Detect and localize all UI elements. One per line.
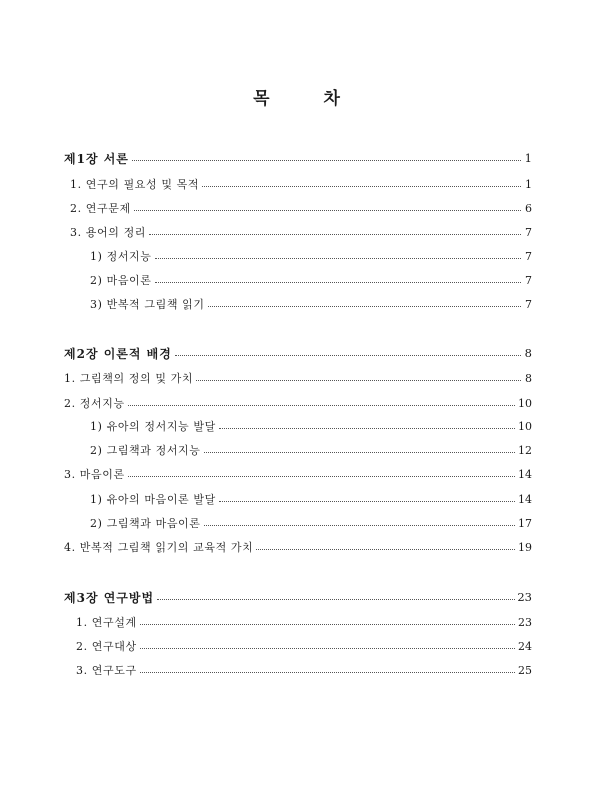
toc-page-number: 19 [518,540,532,554]
toc-page-number: 6 [525,201,532,215]
dot-leader [132,160,521,161]
toc-entry-label: 1) 유아의 정서지능 발달 [90,420,216,433]
toc-page-number: 8 [525,371,532,385]
toc-page-number: 10 [518,419,532,433]
dot-leader [202,186,521,187]
toc-page-number: 23 [518,615,532,629]
dot-leader [219,501,515,502]
dot-leader [175,355,521,356]
dot-leader [149,234,521,235]
dot-leader [134,210,521,211]
toc-entry-label: 3. 마음이론 [64,468,125,481]
toc-page-number: 7 [525,225,532,239]
toc-entry-label: 3. 용어의 정리 [70,226,147,239]
toc-page-number: 14 [518,467,532,481]
toc-page-number: 23 [517,590,532,604]
toc-page-number: 17 [518,516,532,530]
toc-subsection-2-2-2[interactable] [0,440,593,460]
toc-page-number: 7 [525,273,532,287]
toc-subsection-2-2-1[interactable] [0,416,593,436]
toc-page-number: 7 [525,297,532,311]
toc-entry-label: 1) 유아의 마음이론 발달 [90,493,216,506]
toc-subsection-1-3-1[interactable] [0,246,593,266]
page-title: 목 차 [253,89,364,109]
toc-page-number: 8 [524,346,532,360]
dot-leader [219,428,515,429]
dot-leader [196,380,521,381]
toc-page-number: 14 [518,492,532,506]
toc-subsection-1-3-2[interactable] [0,270,593,290]
toc-entry-label: 1) 정서지능 [90,250,152,263]
toc-section-1-1[interactable] [0,174,593,194]
toc-section-1-3[interactable] [0,222,593,242]
toc-entry-label: 1. 연구의 필요성 및 목적 [70,178,200,191]
toc-entry-label: 1. 연구설계 [76,616,137,629]
toc-section-2-4[interactable] [0,537,593,557]
toc-entry-label: 제1장 서론 [64,151,129,166]
toc-section-3-1[interactable] [0,612,593,632]
dot-leader [140,648,515,649]
dot-leader [140,672,515,673]
toc-entry-label: 2. 연구문제 [70,202,131,215]
toc-page-number: 12 [518,443,532,457]
toc-subsection-2-3-1[interactable] [0,489,593,509]
toc-chapter-2[interactable] [0,343,593,363]
toc-section-3-3[interactable] [0,660,593,680]
dot-leader [140,624,515,625]
toc-entry-label: 2. 연구대상 [76,640,137,653]
dot-leader [256,549,515,550]
toc-entry-label: 3. 연구도구 [76,664,137,677]
dot-leader [155,258,522,259]
toc-chapter-1[interactable] [0,148,593,168]
toc-page-number: 1 [524,151,532,165]
toc-section-2-3[interactable] [0,464,593,484]
toc-page-number: 7 [525,249,532,263]
toc-entry-label: 제2장 이론적 배경 [64,346,172,361]
toc-subsection-2-3-2[interactable] [0,513,593,533]
dot-leader [204,525,516,526]
toc-entry-label: 1. 그림책의 정의 및 가치 [64,372,194,385]
dot-leader [157,599,515,600]
toc-section-2-1[interactable] [0,368,593,388]
toc-subsection-1-3-3[interactable] [0,294,593,314]
toc-entry-label: 2) 마음이론 [90,274,152,287]
toc-section-3-2[interactable] [0,636,593,656]
dot-leader [204,452,516,453]
toc-page-number: 25 [518,663,532,677]
toc-entry-label: 3) 반복적 그림책 읽기 [90,298,205,311]
dot-leader [155,282,522,283]
toc-section-1-2[interactable] [0,198,593,218]
dot-leader [128,476,515,477]
toc-entry-label: 제3장 연구방법 [64,590,155,605]
toc-chapter-3[interactable] [0,587,593,607]
dot-leader [208,306,521,307]
toc-page-number: 10 [518,396,532,410]
toc-page-number: 1 [525,177,532,191]
toc-entry-label: 2) 그림책과 정서지능 [90,444,201,457]
toc-page-number: 24 [518,639,532,653]
toc-entry-label: 2) 그림책과 마음이론 [90,517,201,530]
dot-leader [128,405,515,406]
toc-entry-label: 2. 정서지능 [64,397,125,410]
toc-entry-label: 4. 반복적 그림책 읽기의 교육적 가치 [64,541,254,554]
toc-section-2-2[interactable] [0,393,593,413]
